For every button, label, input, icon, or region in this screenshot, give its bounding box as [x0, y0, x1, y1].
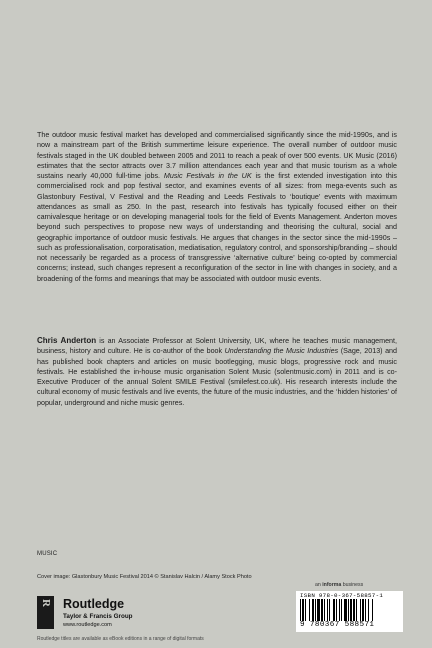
author-bio: [37, 336, 397, 408]
subject-category: MUSIC: [37, 551, 58, 557]
informa-prefix: an: [315, 582, 323, 588]
publisher-url: www.routledge.com: [63, 622, 112, 628]
publisher-name: Routledge: [63, 597, 125, 611]
barcode-bar: [360, 599, 361, 621]
barcode-bar: [341, 599, 342, 621]
informa-suffix: business: [341, 582, 364, 588]
barcode-bar: [309, 599, 310, 621]
publisher-group: Taylor & Francis Group: [63, 613, 133, 620]
barcode-bar: [368, 599, 369, 621]
publisher-logo: [37, 596, 237, 630]
barcode-bar: [339, 599, 340, 621]
barcode-bar: [324, 599, 325, 621]
barcode-bar: [362, 599, 364, 621]
routledge-mark-icon: [37, 596, 54, 629]
informa-business-tag: [315, 582, 363, 588]
barcode-bar: [344, 599, 347, 621]
barcode-bar: [321, 599, 323, 621]
cover-image-credit: Cover image: Glastonbury Music Festival 2014 © Stanislav Halcin / Alamy Stock Photo: [37, 574, 252, 580]
co-authored-book-title: Understanding the Music Industries: [224, 347, 339, 356]
barcode-bar: [350, 599, 352, 621]
barcode-bar: [305, 599, 306, 621]
isbn-barcode: [296, 591, 403, 632]
book-description: [37, 130, 397, 284]
barcode-bar: [315, 599, 316, 621]
barcode-bar: [333, 599, 335, 621]
barcode-bar: [317, 599, 320, 621]
barcode-bar: [300, 599, 301, 621]
routledge-mark-letter: R: [40, 599, 52, 607]
informa-brand: informa: [322, 582, 342, 588]
author-name: Chris Anderton: [37, 336, 97, 345]
ebook-availability-note: Routledge titles are available as eBook editions in a range of digital formats: [37, 636, 204, 642]
barcode-bar: [353, 599, 355, 621]
barcode-bar: [302, 599, 304, 621]
barcode-bar: [327, 599, 328, 621]
barcode-bar: [348, 599, 349, 621]
barcode-bar: [312, 599, 314, 621]
barcode-bar: [372, 599, 373, 621]
barcode-digits: 9 780367 588571: [300, 621, 375, 629]
description-part-1: The outdoor music festival market has developed and commercialised significantly since the mid-1990s, and is now a mainstream part of the British summertime leisure experience. The overall number of outdoor music festivals staged in the UK doubled between 2005 and 2011 to reach a peak of over 500 events. UK Music (2016) estimates that the sector attracts over 3.7 million attendances each year and that music tourism as a whole sustains nearly 40,000 full-time jobs.: [37, 131, 397, 180]
barcode-bar: [336, 599, 337, 621]
barcode-bars-icon: [300, 599, 399, 621]
barcode-bar: [356, 599, 357, 621]
barcode-bar: [329, 599, 330, 621]
isbn-text: ISBN 978-0-367-58857-1: [300, 592, 384, 599]
bio-part-2: (Sage, 2013) and has published book chapters and articles on music bootlegging, music blogs, progressive rock and music festivals. He established the in-house music organisation Solent Music (solentmusic.com) in 2011 and is co-Executive Producer of the annual Solent SMILE Festival (smilefest.co.uk). His research interests include the cultural economy of music festivals and live events, the future of the music industries, and the ‘hidden histories’ of popular, underground and niche music genres.: [37, 347, 397, 407]
bio-part-1: is an Associate Professor at Solent University, UK, where he teaches music management, business, history and culture. He is co-author of the book: [37, 337, 397, 356]
book-title: Music Festivals in the UK: [163, 172, 252, 180]
description-part-2: is the first extended investigation into this commercialised rock and pop festival sector, and examines events of all sizes: from mega-events such as Glastonbury Festival, V Festival and the Reading and Leeds Festivals to ‘boutique’ events with maximum attendances as small as 250. In the past, research into festivals has typically focused either on their carnivalesque heritage or on developing managerial tools for the field of Events Management. Anderton moves beyond such perspectives to propose new ways of understanding and theorising the cultural, social and geographic importance of outdoor music festivals. He argues that changes in the sector since the mid-1990s – such as professionalisation, corporatisation, mediatisation, regulatory control, and sponsorship/branding – should not necessarily be regarded as a process of transgressive ‘alternative culture’ being co-opted by commercial concerns; instead, such changes represent a reconfiguration of the sector in line with changes in society, and a broadening of the forms and meanings that may be associated with outdoor music events.: [37, 172, 397, 283]
barcode-bar: [365, 599, 366, 621]
